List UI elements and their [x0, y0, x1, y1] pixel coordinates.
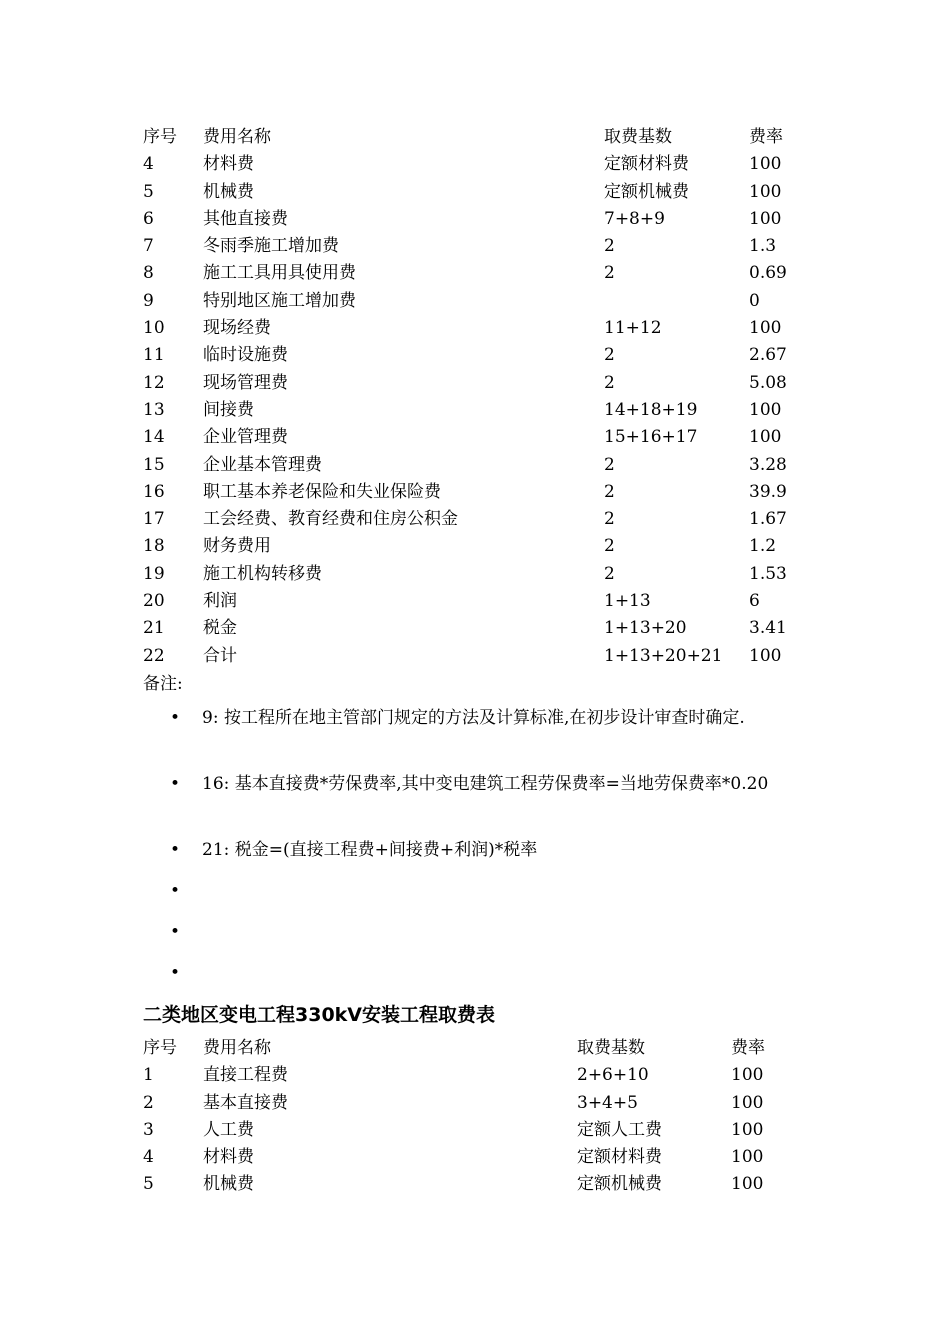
cell-seq: 20: [143, 591, 165, 612]
cell-base: 2: [604, 236, 615, 257]
cell-rate: 1.53: [749, 563, 787, 584]
cell-name: 工会经费、教育经费和住房公积金: [203, 509, 458, 530]
header-name: 费用名称: [203, 127, 271, 147]
cell-rate: 2.67: [749, 345, 787, 366]
cell-seq: 1: [143, 1065, 154, 1086]
bullet-icon: •: [170, 774, 181, 794]
cell-name: 基本直接费: [203, 1092, 288, 1113]
cell-name: 财务费用: [203, 536, 271, 557]
cell-seq: 13: [143, 399, 165, 420]
cell-seq: 6: [143, 208, 154, 229]
cell-name: 企业基本管理费: [203, 454, 322, 475]
cell-name: 临时设施费: [203, 345, 288, 366]
cell-rate: 100: [731, 1092, 764, 1113]
cell-name: 合计: [203, 645, 237, 666]
table-row: [143, 233, 787, 260]
cell-rate: 6: [749, 591, 760, 612]
cell-base: 定额材料费: [577, 1147, 662, 1168]
table-row: [143, 615, 787, 642]
cell-base: 14+18+19: [604, 399, 698, 420]
table-row: [143, 588, 787, 615]
table-row: [143, 506, 787, 533]
cell-rate: 100: [749, 427, 782, 448]
table-header-row: [143, 124, 787, 151]
bullet-icon: •: [170, 922, 181, 942]
cell-seq: 10: [143, 318, 165, 339]
cell-name: 利润: [203, 591, 237, 612]
cell-seq: 12: [143, 372, 165, 393]
cell-base: 定额机械费: [577, 1174, 662, 1195]
cell-seq: 17: [143, 509, 165, 530]
header-base: 取费基数: [577, 1038, 645, 1058]
remarks-title: 备注:: [143, 674, 183, 694]
header-base: 取费基数: [604, 127, 672, 147]
list-item: [170, 837, 810, 878]
bullet-icon: •: [170, 708, 181, 728]
header-name: 费用名称: [203, 1038, 271, 1058]
table-row: [143, 315, 787, 342]
cell-base: 11+12: [604, 318, 662, 339]
table-row: [143, 397, 787, 424]
table-row: [143, 342, 787, 369]
cell-seq: 11: [143, 345, 165, 366]
cell-name: 特别地区施工增加费: [203, 290, 356, 311]
cell-base: 2: [604, 509, 615, 530]
cell-base: 2: [604, 372, 615, 393]
fee-table-1-body: [143, 124, 787, 670]
table-row: [143, 561, 787, 588]
cell-seq: 7: [143, 236, 154, 257]
section-heading: 二类地区变电工程330kV安装工程取费表: [143, 1004, 496, 1026]
cell-base: 2: [604, 481, 615, 502]
header-seq: 序号: [143, 1038, 177, 1058]
cell-base: 15+16+17: [604, 427, 698, 448]
cell-rate: 3.41: [749, 618, 787, 639]
table-row: [143, 151, 787, 178]
cell-base: 定额材料费: [604, 154, 689, 175]
header-rate: 费率: [731, 1038, 765, 1058]
table-row: [143, 424, 787, 451]
list-item: [170, 705, 810, 771]
cell-rate: 3.28: [749, 454, 787, 475]
cell-seq: 3: [143, 1119, 154, 1140]
cell-base: [604, 288, 749, 315]
table-row: [143, 1062, 765, 1089]
cell-base: 7+8+9: [604, 208, 665, 229]
list-item: [170, 771, 810, 837]
table-row: [143, 1144, 765, 1171]
remarks-list: [170, 705, 810, 1001]
cell-seq: 4: [143, 1147, 154, 1168]
cell-seq: 18: [143, 536, 165, 557]
cell-seq: 5: [143, 181, 154, 202]
cell-seq: 14: [143, 427, 165, 448]
cell-rate: 100: [731, 1065, 764, 1086]
cell-rate: 0: [749, 290, 760, 311]
cell-base: 1+13+20: [604, 618, 687, 639]
cell-rate: 1.3: [749, 236, 777, 257]
table-row: [143, 643, 787, 670]
cell-name: 材料费: [203, 1147, 254, 1168]
bullet-icon: •: [170, 881, 181, 901]
fee-table-1: [143, 124, 787, 670]
list-item: [170, 960, 810, 1001]
bullet-icon: •: [170, 840, 181, 860]
cell-rate: 100: [731, 1147, 764, 1168]
cell-rate: 100: [731, 1174, 764, 1195]
remark-text: 21: 税金=(直接工程费+间接费+利润)*税率: [202, 840, 538, 860]
cell-rate: 5.08: [749, 372, 787, 393]
cell-seq: 22: [143, 645, 165, 666]
remark-text: 16: 基本直接费*劳保费率,其中变电建筑工程劳保费率=当地劳保费率*0.20: [202, 774, 769, 794]
cell-name: 职工基本养老保险和失业保险费: [203, 481, 441, 502]
cell-seq: 15: [143, 454, 165, 475]
cell-base: 定额人工费: [577, 1119, 662, 1140]
cell-rate: 100: [749, 208, 782, 229]
cell-name: 现场管理费: [203, 372, 288, 393]
cell-rate: 100: [749, 318, 782, 339]
cell-seq: 5: [143, 1174, 154, 1195]
table-row: [143, 288, 787, 315]
table-row: [143, 1171, 765, 1198]
table-row: [143, 179, 787, 206]
cell-rate: 100: [731, 1119, 764, 1140]
cell-rate: 1.67: [749, 509, 787, 530]
cell-base: 1+13+20+21: [604, 645, 723, 666]
cell-seq: 19: [143, 563, 165, 584]
table-header-row: [143, 1035, 765, 1062]
cell-rate: 39.9: [749, 481, 787, 502]
cell-rate: 100: [749, 181, 782, 202]
header-seq: 序号: [143, 127, 177, 147]
cell-name: 材料费: [203, 154, 254, 175]
table-row: [143, 452, 787, 479]
cell-name: 机械费: [203, 181, 254, 202]
list-item: [170, 919, 810, 960]
table-row: [143, 370, 787, 397]
remark-text: 9: 按工程所在地主管部门规定的方法及计算标准,在初步设计审查时确定.: [202, 708, 745, 728]
cell-base: 定额机械费: [604, 181, 689, 202]
cell-name: 直接工程费: [203, 1065, 288, 1086]
cell-rate: 0.69: [749, 263, 787, 284]
table-row: [143, 1090, 765, 1117]
cell-name: 间接费: [203, 399, 254, 420]
cell-rate: 100: [749, 399, 782, 420]
cell-name: 税金: [203, 618, 237, 639]
table-row: [143, 260, 787, 287]
cell-name: 施工机构转移费: [203, 563, 322, 584]
cell-seq: 8: [143, 263, 154, 284]
cell-base: 2: [604, 563, 615, 584]
cell-base: 2: [604, 454, 615, 475]
cell-base: 1+13: [604, 591, 651, 612]
cell-seq: 9: [143, 290, 154, 311]
table-row: [143, 533, 787, 560]
cell-name: 企业管理费: [203, 427, 288, 448]
table-row: [143, 206, 787, 233]
fee-table-2-body: [143, 1035, 765, 1199]
cell-seq: 2: [143, 1092, 154, 1113]
cell-rate: 100: [749, 154, 782, 175]
cell-seq: 21: [143, 618, 165, 639]
cell-name: 其他直接费: [203, 208, 288, 229]
cell-seq: 4: [143, 154, 154, 175]
cell-base: 2: [604, 345, 615, 366]
fee-table-2: [143, 1035, 765, 1199]
cell-name: 施工工具用具使用费: [203, 263, 356, 284]
cell-base: 2+6+10: [577, 1065, 649, 1086]
cell-rate: 100: [749, 645, 782, 666]
header-rate: 费率: [749, 127, 783, 147]
cell-seq: 16: [143, 481, 165, 502]
cell-name: 现场经费: [203, 318, 271, 339]
cell-name: 人工费: [203, 1119, 254, 1140]
cell-name: 冬雨季施工增加费: [203, 236, 339, 257]
cell-name: 机械费: [203, 1174, 254, 1195]
bullet-icon: •: [170, 963, 181, 983]
table-row: [143, 1117, 765, 1144]
cell-rate: 1.2: [749, 536, 777, 557]
list-item: [170, 878, 810, 919]
cell-base: 3+4+5: [577, 1092, 638, 1113]
cell-base: 2: [604, 536, 615, 557]
table-row: [143, 479, 787, 506]
cell-base: 2: [604, 263, 615, 284]
